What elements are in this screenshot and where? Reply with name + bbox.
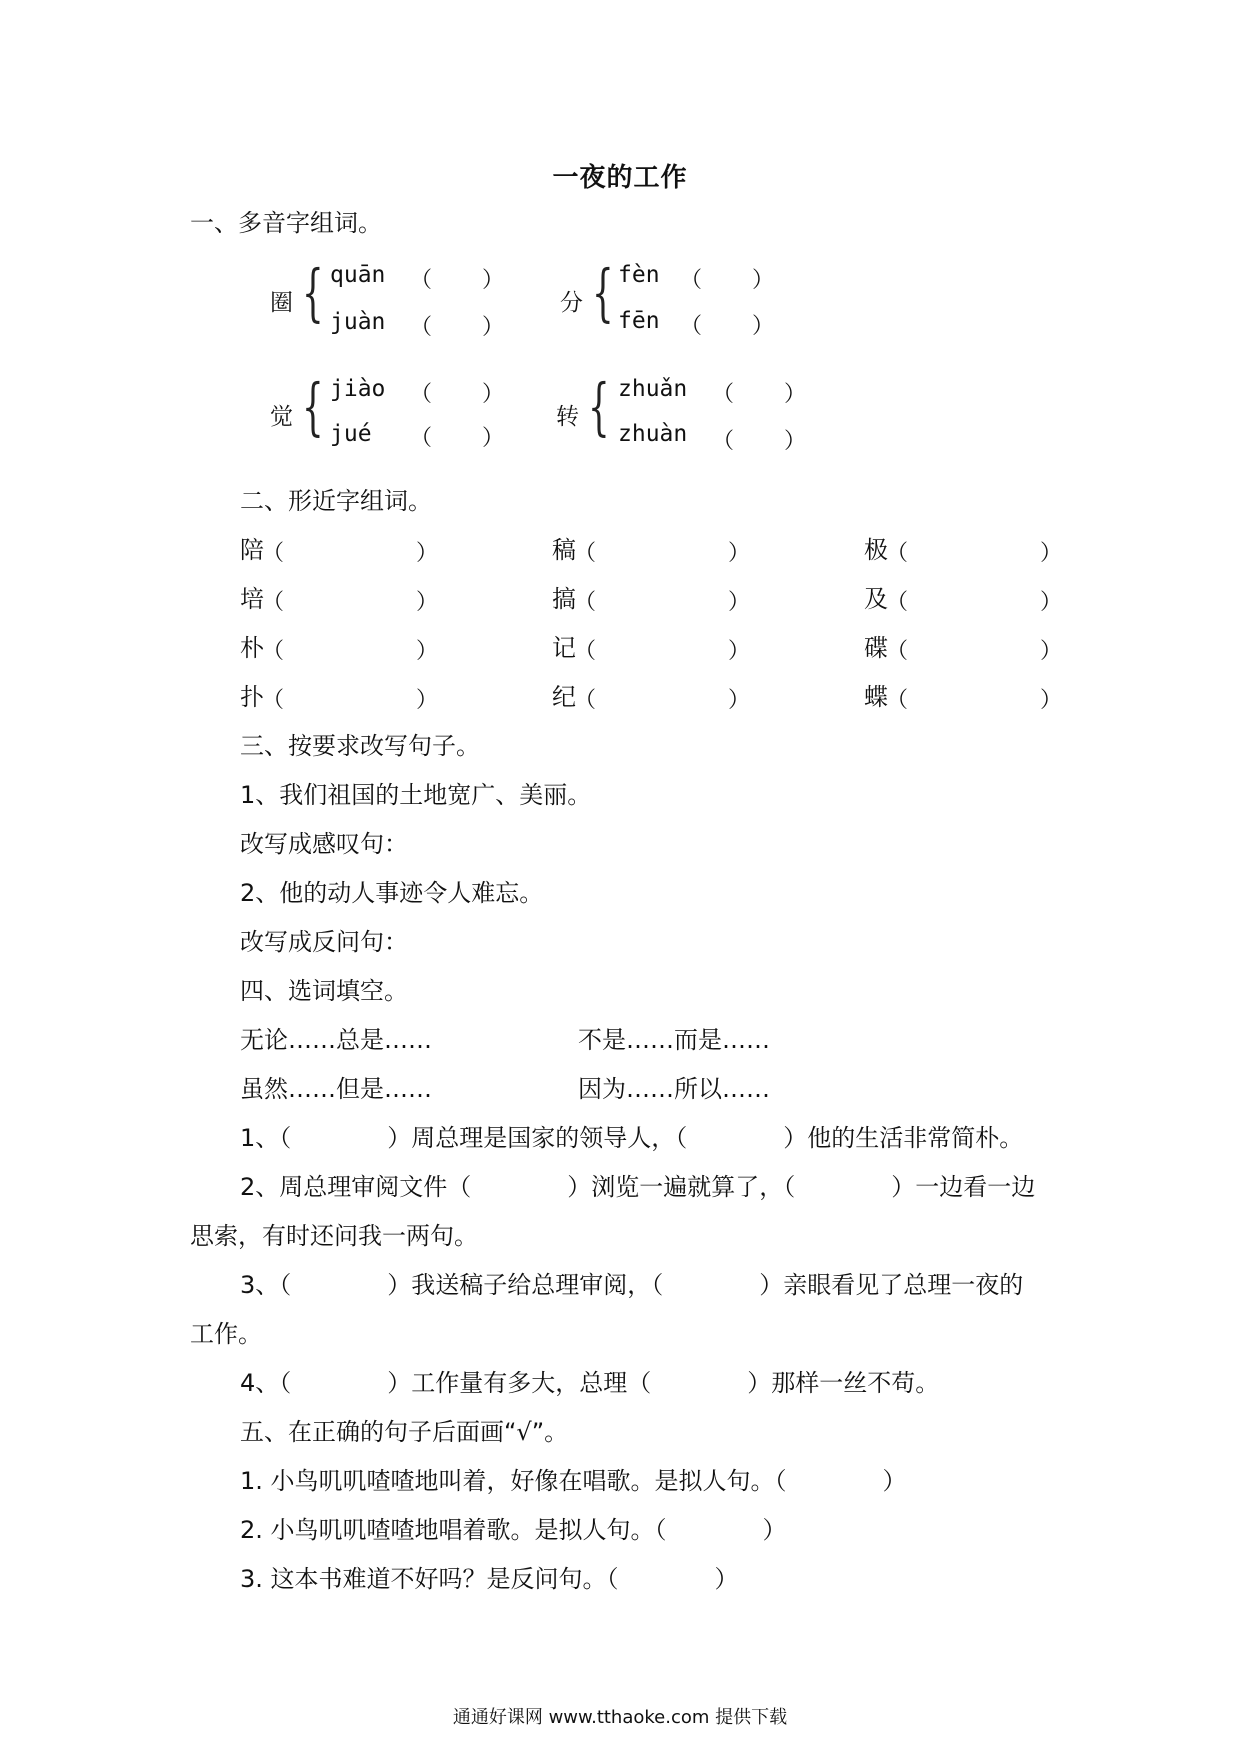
pinyin: quān (330, 262, 386, 288)
char-cell: 稿 (552, 536, 576, 564)
paren-close: ） (482, 315, 505, 340)
section-1-heading: 一、多音字组词。 (190, 209, 382, 237)
paren-open: （ (262, 639, 285, 664)
brace-icon: { (302, 256, 324, 329)
paren-close: ） (482, 382, 505, 407)
page-title: 一夜的工作 (552, 163, 688, 193)
char-cell: 搞 (552, 585, 576, 613)
paren-close: ） (1040, 590, 1063, 615)
paren-open: （ (680, 268, 703, 293)
paren-close: ） (752, 314, 775, 339)
paren-close: ） (416, 688, 439, 713)
pinyin: fēn (618, 308, 660, 334)
paren-open: （ (886, 541, 909, 566)
question-text: 3. 这本书难道不好吗？是反问句。（ ） (240, 1565, 739, 1593)
paren-open: （ (712, 429, 735, 454)
paren-close: ） (1040, 639, 1063, 664)
char-cell: 培 (240, 585, 264, 613)
paren-open: （ (574, 688, 597, 713)
question-text: 2、他的动人事迹令人难忘。 (240, 879, 544, 907)
char-cell: 扑 (240, 683, 264, 711)
char-cell: 陪 (240, 536, 264, 564)
char-cell: 碟 (864, 634, 888, 662)
paren-open: （ (410, 268, 433, 293)
paren-open: （ (262, 688, 285, 713)
paren-close: ） (728, 688, 751, 713)
paren-open: （ (262, 541, 285, 566)
paren-open: （ (262, 590, 285, 615)
paren-close: ） (1040, 688, 1063, 713)
brace-icon: { (588, 370, 610, 443)
char-cell: 朴 (240, 634, 264, 662)
paren-close: ） (1040, 541, 1063, 566)
question-text: 1、（ ）周总理是国家的领导人，（ ）他的生活非常简朴。 (240, 1124, 1024, 1152)
paren-close: ） (728, 541, 751, 566)
pinyin: zhuǎn (618, 376, 688, 402)
word-option: 不是……而是…… (578, 1026, 770, 1054)
paren-open: （ (680, 314, 703, 339)
requirement-text: 改写成感叹句： (240, 830, 408, 858)
footer-text: 通通好课网 www.tthaoke.com 提供下载 (452, 1707, 788, 1728)
question-text: 1. 小鸟叽叽喳喳地叫着，好像在唱歌。是拟人句。（ ） (240, 1467, 907, 1495)
char-cell: 及 (864, 585, 888, 613)
pinyin: jué (330, 421, 372, 447)
paren-close: ） (784, 429, 807, 454)
question-text: 思索，有时还问我一两句。 (190, 1222, 478, 1250)
word-option: 因为……所以…… (578, 1075, 770, 1103)
polyphone-char: 分 (560, 290, 583, 316)
requirement-text: 改写成反问句： (240, 928, 408, 956)
paren-open: （ (886, 590, 909, 615)
word-option: 虽然……但是…… (240, 1075, 432, 1103)
paren-close: ） (416, 590, 439, 615)
paren-close: ） (482, 268, 505, 293)
paren-close: ） (728, 590, 751, 615)
pinyin: zhuàn (618, 421, 688, 447)
paren-open: （ (574, 639, 597, 664)
paren-close: ） (416, 639, 439, 664)
section-5-heading: 五、在正确的句子后面画“√”。 (240, 1418, 569, 1446)
char-cell: 蝶 (864, 683, 888, 711)
char-cell: 纪 (552, 683, 576, 711)
paren-close: ） (416, 541, 439, 566)
paren-open: （ (410, 426, 433, 451)
question-text: 2. 小鸟叽叽喳喳地唱着歌。是拟人句。（ ） (240, 1516, 787, 1544)
paren-open: （ (712, 382, 735, 407)
question-text: 工作。 (190, 1320, 262, 1348)
question-text: 1、我们祖国的土地宽广、美丽。 (240, 781, 592, 809)
polyphone-char: 圈 (270, 290, 293, 316)
question-text: 3、（ ）我送稿子给总理审阅，（ ）亲眼看见了总理一夜的 (240, 1271, 1024, 1299)
paren-open: （ (574, 590, 597, 615)
char-cell: 记 (552, 634, 576, 662)
char-cell: 极 (864, 536, 888, 564)
polyphone-char: 觉 (270, 404, 293, 430)
section-3-heading: 三、按要求改写句子。 (240, 732, 480, 760)
polyphone-char: 转 (556, 404, 579, 430)
pinyin: fèn (618, 262, 660, 288)
paren-open: （ (410, 315, 433, 340)
word-option: 无论……总是…… (240, 1026, 432, 1054)
paren-close: ） (482, 426, 505, 451)
pinyin: juàn (330, 309, 386, 335)
section-4-heading: 四、选词填空。 (240, 977, 408, 1005)
paren-close: ） (728, 639, 751, 664)
paren-close: ） (784, 382, 807, 407)
pinyin: jiào (330, 376, 386, 402)
question-text: 4、（ ）工作量有多大，总理（ ）那样一丝不苟。 (240, 1369, 940, 1397)
section-2-heading: 二、形近字组词。 (240, 487, 432, 515)
brace-icon: { (302, 370, 324, 443)
brace-icon: { (592, 256, 614, 329)
paren-close: ） (752, 268, 775, 293)
paren-open: （ (886, 688, 909, 713)
question-text: 2、周总理审阅文件（ ）浏览一遍就算了，（ ）一边看一边 (240, 1173, 1036, 1201)
paren-open: （ (574, 541, 597, 566)
paren-open: （ (886, 639, 909, 664)
paren-open: （ (410, 382, 433, 407)
